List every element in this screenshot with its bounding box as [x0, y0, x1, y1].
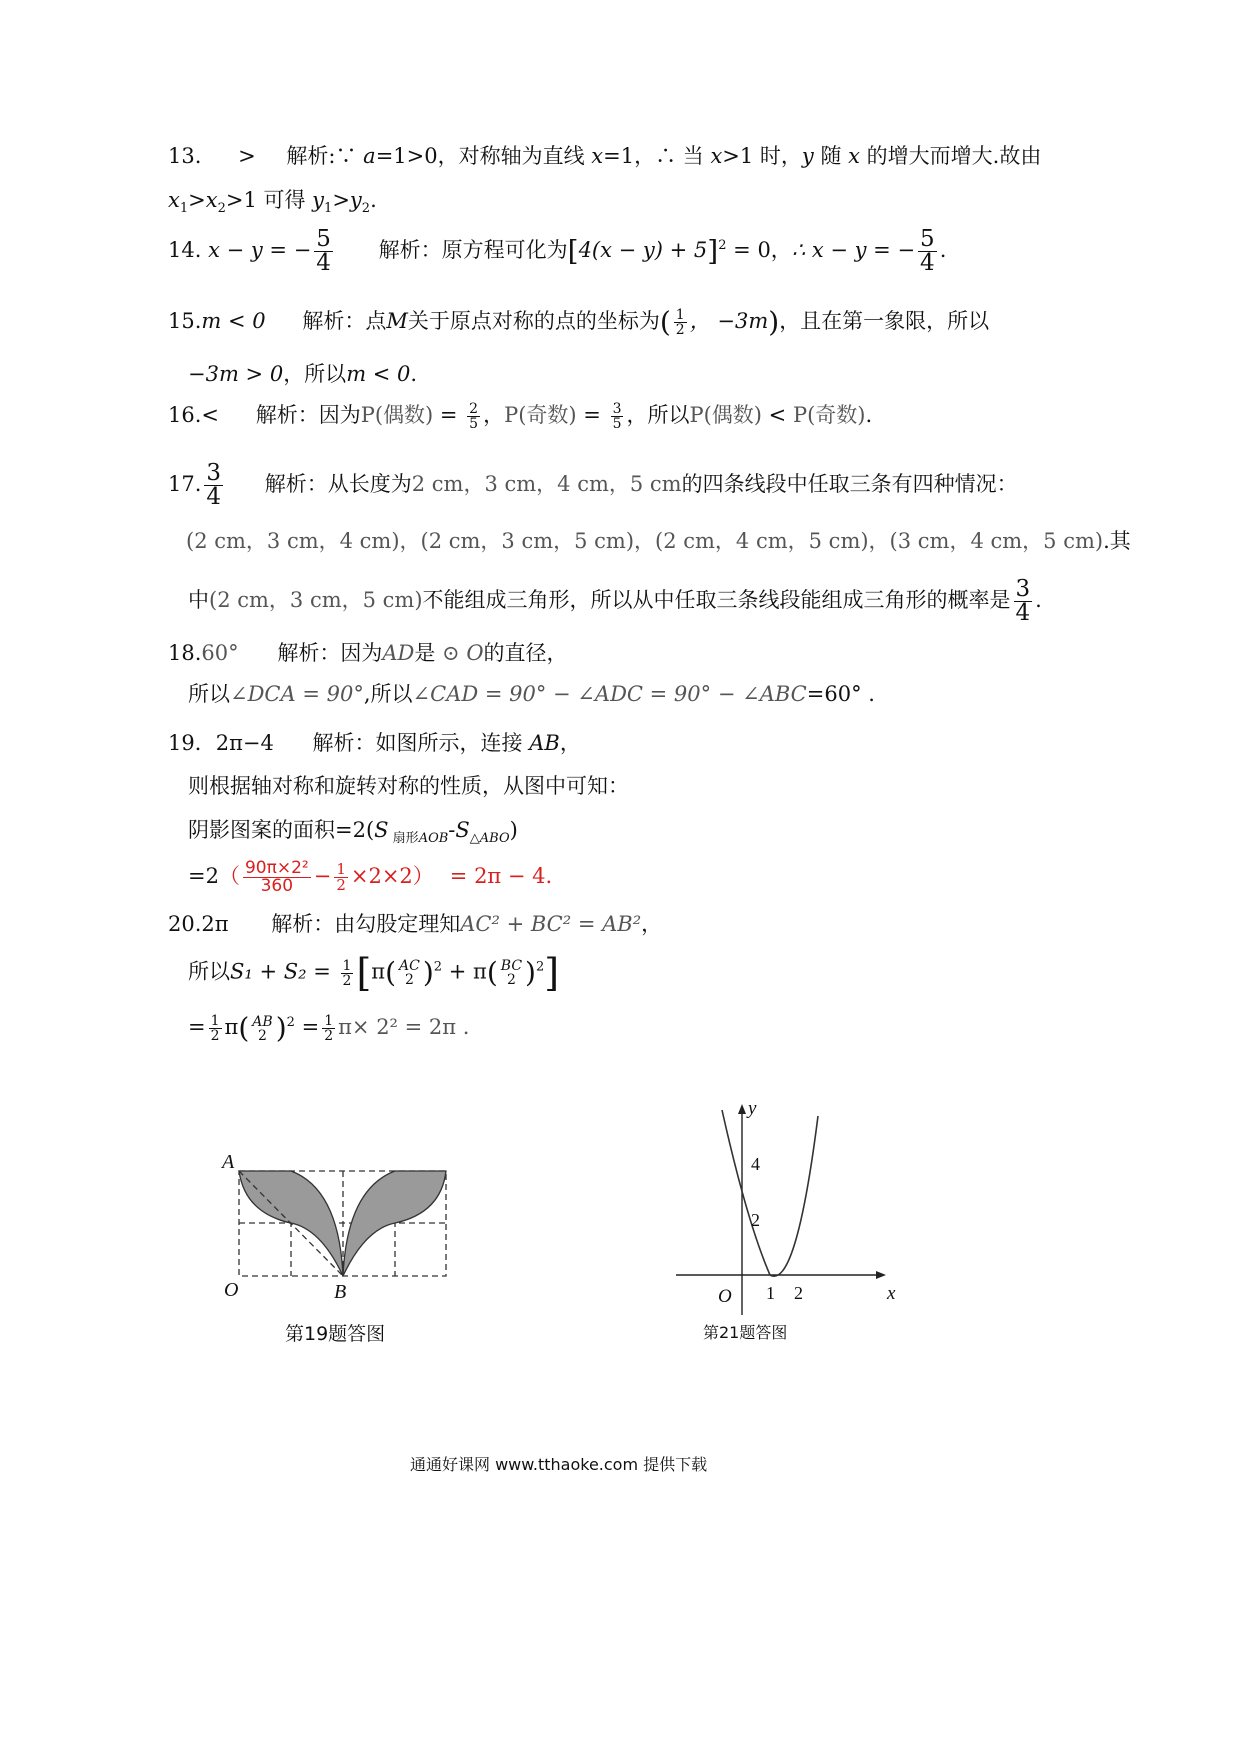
fraction-denominator: 4 [920, 250, 935, 276]
q13-var: x [710, 144, 723, 168]
q17-text: .其 [1103, 529, 1131, 553]
q19-text: 阴影图案的面积=2( [188, 818, 375, 842]
q13-sub: 2 [217, 201, 226, 217]
fraction-numerator: 3 [1015, 576, 1031, 602]
q18-expr: ∠DCA = 90° [230, 682, 364, 706]
q15-expr: m < 0 [346, 362, 411, 386]
q13-answer: > [238, 144, 256, 168]
q20-text: ， [641, 912, 663, 936]
q20-plus: + π [448, 959, 487, 984]
q20-half [322, 1014, 335, 1043]
q14-expr: ∴ x − y = − [791, 238, 916, 262]
q15-text: 点 [365, 309, 387, 333]
fraction-denominator: 2 [336, 876, 346, 894]
q17-cases: (2 cm，3 cm，4 cm)，(2 cm，3 cm，5 cm)，(2 cm，4 cm，5 cm)，(3 cm，4 cm，5 cm) [186, 529, 1104, 553]
q16-line [168, 402, 872, 431]
q19-text: ×2×2） [350, 864, 434, 888]
fig19-segment-ab [239, 1171, 343, 1276]
q13-var: x [168, 188, 180, 212]
q15-text: 关于原点对称的点的坐标为 [407, 309, 660, 333]
fraction-numerator: BC [500, 958, 523, 974]
q13-var: a [363, 144, 376, 168]
q17-line2 [186, 531, 1131, 552]
fraction-denominator: 2 [210, 1028, 220, 1044]
q14-text: . [939, 238, 947, 262]
fig19-label-o: O [224, 1279, 239, 1301]
q16-text: ， [483, 403, 505, 427]
fraction-denominator: 5 [612, 416, 622, 432]
q20-expr: S₁ + S₂ = [230, 959, 338, 984]
fraction-denominator: 4 [1015, 600, 1031, 626]
exponent: 2 [433, 959, 443, 975]
q14-text: = 0， [726, 238, 792, 262]
q17-lengths: 2 cm，3 cm，4 cm，5 cm [411, 472, 682, 496]
q14-expr: 4(x − y) + 5 [578, 238, 708, 262]
q16-fraction [467, 402, 480, 431]
fraction-numerator: 1 [210, 1013, 220, 1029]
q20-bracket-close: ] [544, 951, 560, 995]
q13-var: x [591, 144, 604, 168]
bracket: [ [567, 234, 579, 268]
circle-icon: ⊙ [442, 641, 460, 665]
q13-line1 [168, 146, 1041, 167]
q17-line1 [168, 462, 1018, 509]
q19-result: = 2π − 4. [449, 864, 553, 888]
fig21-x-arrow [876, 1271, 886, 1279]
q19-var: AB [529, 731, 560, 755]
fraction-denominator: 2 [324, 1028, 334, 1044]
q15-text: ，所以 [283, 362, 347, 386]
fraction-denominator: 2 [506, 972, 516, 988]
paren: ) [768, 305, 780, 339]
fraction-denominator: 2 [258, 1027, 267, 1044]
q17-number: 17. [168, 472, 202, 496]
fig21-label-x: x [887, 1283, 896, 1304]
q19-var: S [374, 818, 389, 842]
q14-label: 解析： [378, 238, 442, 262]
q17-fraction [1014, 578, 1033, 625]
exponent: 2 [286, 1015, 295, 1030]
q13-line2 [168, 190, 377, 215]
fraction-numerator: 3 [612, 401, 622, 417]
q20-answer: 2π [201, 912, 229, 936]
fig19-leaf-left-tip [239, 1171, 291, 1223]
q13-text: >1 时， [722, 144, 802, 168]
q20-line3 [188, 1011, 470, 1045]
q18-line2 [188, 684, 875, 705]
q19-line1 [168, 733, 581, 754]
q20-pi: π [224, 1015, 239, 1039]
q19-var: -S [448, 818, 470, 842]
q17-text: 从长度为 [327, 472, 412, 496]
q20-text: = [188, 1015, 206, 1039]
q15-expr: −3m > 0 [188, 362, 284, 386]
q13-var: y [312, 188, 325, 212]
q15-line1 [168, 305, 990, 339]
q14-answer-fraction [314, 228, 333, 275]
q20-bc-frac [501, 959, 522, 987]
paren: ( [385, 956, 397, 989]
fig21-label-y: y [748, 1098, 757, 1119]
q20-pi: π [371, 959, 386, 984]
q17-text: 的四条线段中任取三条有四种情况： [681, 472, 1018, 496]
fraction-numerator: 1 [675, 307, 685, 323]
paren: ) [525, 956, 536, 989]
q16-text: < [762, 403, 793, 427]
q16-answer: < [201, 403, 220, 427]
q17-line3 [188, 578, 1042, 625]
paren: ( [486, 956, 498, 989]
exponent: 2 [718, 238, 727, 253]
q19-paren: （ [218, 864, 240, 888]
q13-label: 解析: [286, 144, 336, 168]
q18-text: 所以 [188, 682, 230, 706]
q16-text: = [576, 403, 608, 427]
q13-text: =1，∴ 当 [603, 144, 711, 168]
q14-answer: x − y = − [208, 238, 312, 262]
q16-text: . [865, 403, 873, 427]
q14-fraction [918, 228, 937, 275]
fig19-leaf-left [239, 1171, 343, 1276]
q13-sub: 2 [361, 201, 371, 217]
q19-label: 解析： [312, 731, 376, 755]
fig21-tick-4: 4 [751, 1154, 760, 1174]
q16-prob: P(偶数) [360, 403, 434, 427]
q15-answer: m < 0 [201, 309, 266, 333]
q15-label: 解析： [302, 309, 366, 333]
fraction-numerator: 5 [920, 226, 935, 252]
q16-text: = [433, 403, 465, 427]
q20-half [209, 1014, 222, 1043]
q13-text: 的增大而增大.故由 [860, 144, 1042, 168]
q16-label: 解析： [255, 403, 319, 427]
q14-line [168, 228, 946, 275]
fig21-tick-x1: 1 [766, 1283, 775, 1303]
footer-text: 通通好课网 www.tthaoke.com 提供下载 [410, 1455, 708, 1474]
q17-case: (2 cm，3 cm，5 cm) [209, 588, 423, 612]
q13-text: ∵ [335, 144, 364, 168]
q15-expr: ， −3m [689, 309, 769, 333]
q20-text: 由勾股定理知 [334, 912, 461, 936]
q14-text: 原方程可化为 [441, 238, 568, 262]
paren: ( [659, 305, 671, 339]
fig19-label-a: A [222, 1151, 235, 1173]
fraction-denominator: 4 [316, 250, 331, 276]
fraction-numerator: 90π×2² [244, 858, 309, 878]
q19-text: =2 [188, 864, 219, 888]
q18-text: ,所以 [363, 682, 413, 706]
q13-number: 13. [168, 144, 202, 168]
q18-text: =60° . [806, 682, 875, 706]
q20-result: π× 2² = 2π . [338, 1015, 470, 1039]
q15-var: M [386, 309, 408, 333]
footer [410, 1457, 707, 1473]
q20-text: = [301, 1015, 320, 1039]
q18-label: 解析： [277, 641, 341, 665]
fig21-tick-x2: 2 [794, 1283, 803, 1303]
q19-line2 [188, 776, 629, 797]
q20-ac-frac [399, 959, 420, 987]
q13-sub: 1 [179, 201, 189, 217]
q19-text: 则根据轴对称和旋转对称的性质，从图中可知： [188, 774, 629, 798]
exponent: 2 [535, 959, 545, 975]
q17-text: 不能组成三角形，所以从中任取三条线段能组成三角形的概率是 [422, 588, 1011, 612]
q18-text: 的直径， [483, 641, 568, 665]
q19-text: 如图所示，连接 [375, 731, 530, 755]
q20-ab-frac [252, 1015, 272, 1043]
q18-var: O [466, 641, 484, 665]
q18-line1 [168, 643, 568, 664]
q19-minus: − [313, 864, 332, 888]
fig21-label-o: O [718, 1286, 732, 1307]
q16-prob: P(偶数) [689, 403, 762, 427]
fig21-caption: 第21题答图 [703, 1323, 788, 1342]
q20-number: 20. [168, 912, 202, 936]
q20-line1 [168, 914, 662, 935]
q13-text: 随 [813, 144, 849, 168]
q16-prob: P(奇数) [792, 403, 866, 427]
q15-half [674, 308, 687, 337]
q13-var: >y [332, 188, 362, 212]
q15-number: 15. [168, 309, 202, 333]
q18-number: 18. [168, 641, 202, 665]
fraction-denominator: 5 [469, 416, 479, 432]
q18-expr: ∠CAD = 90° − ∠ADC = 90° − ∠ABC [412, 682, 807, 706]
q13-var: y [801, 144, 814, 168]
q15-text: ，且在第一象限，所以 [779, 309, 990, 333]
fraction-denominator: 2 [342, 972, 352, 989]
paren: ) [275, 1011, 287, 1045]
q17-label: 解析： [264, 472, 328, 496]
fig21-y-arrow [738, 1104, 746, 1114]
q20-line2 [188, 951, 560, 995]
q19-sub: AOB [418, 831, 449, 847]
fraction-denominator: 4 [206, 484, 222, 510]
q20-expr: AC² + BC² = AB² [460, 912, 642, 936]
q13-text: >1 可得 [225, 188, 313, 212]
fraction-numerator: 5 [316, 226, 331, 252]
fraction-numerator: 1 [336, 860, 346, 878]
fraction-numerator: AB [252, 1013, 273, 1030]
fraction-denominator: 2 [404, 972, 414, 988]
fraction-numerator: 3 [206, 460, 222, 486]
fraction-denominator: 2 [675, 322, 685, 338]
q18-var: AD [382, 641, 415, 665]
fraction-denominator: 360 [260, 876, 294, 896]
bracket: ] [707, 234, 719, 268]
fig19-outer-rect [239, 1171, 446, 1276]
q13-var: >x [188, 188, 218, 212]
q13-sub: 1 [324, 201, 333, 217]
q16-text: ，所以 [626, 403, 690, 427]
q16-prob: P(奇数) [504, 403, 577, 427]
q19-line4 [188, 860, 552, 895]
fraction-numerator: 1 [324, 1013, 334, 1029]
q19-half [334, 862, 348, 893]
q19-line3 [188, 820, 518, 845]
q14-number: 14. [168, 238, 202, 262]
fig19-caption: 第19题答图 [285, 1323, 386, 1345]
q13-text: . [370, 188, 377, 212]
q15-line2 [188, 364, 417, 385]
q19-sub: 扇形 [388, 831, 419, 847]
fig21-tick-2: 2 [751, 1210, 760, 1230]
paren: ( [238, 1011, 250, 1045]
q16-text: 因为 [318, 403, 361, 427]
q19-number: 19． [168, 731, 216, 755]
q13-var: x [848, 144, 860, 168]
q16-fraction [611, 402, 624, 431]
q19-sub: △ABO [469, 831, 510, 847]
q16-number: 16. [168, 403, 202, 427]
q17-answer [204, 462, 223, 509]
q19-fraction [243, 860, 311, 895]
q18-text: 是 [414, 641, 443, 665]
q18-answer: 60° [201, 641, 239, 665]
fraction-numerator: 1 [342, 957, 352, 974]
fig19-leaves [239, 1171, 446, 1276]
q20-label: 解析： [271, 912, 335, 936]
fraction-numerator: 2 [469, 401, 479, 417]
fraction-numerator: AC [399, 958, 420, 974]
fig19-leaf-right [343, 1171, 446, 1276]
q18-text: 因为 [340, 641, 383, 665]
fig19-label-b: B [334, 1281, 347, 1303]
q19-answer: 2π−4 [215, 731, 274, 755]
fig21-parabola [722, 1110, 818, 1276]
q19-text: ) [509, 818, 518, 842]
paren: ) [422, 956, 434, 989]
fig19-grid [239, 1171, 446, 1276]
q19-text: ， [559, 731, 581, 755]
q17-text: . [1035, 588, 1042, 612]
q17-text: 中 [188, 588, 209, 612]
q15-text: . [410, 362, 418, 386]
q20-half [341, 959, 354, 988]
q20-text: 所以 [188, 959, 230, 984]
q20-bracket-open: [ [356, 951, 372, 995]
q13-text: =1>0，对称轴为直线 [375, 144, 592, 168]
